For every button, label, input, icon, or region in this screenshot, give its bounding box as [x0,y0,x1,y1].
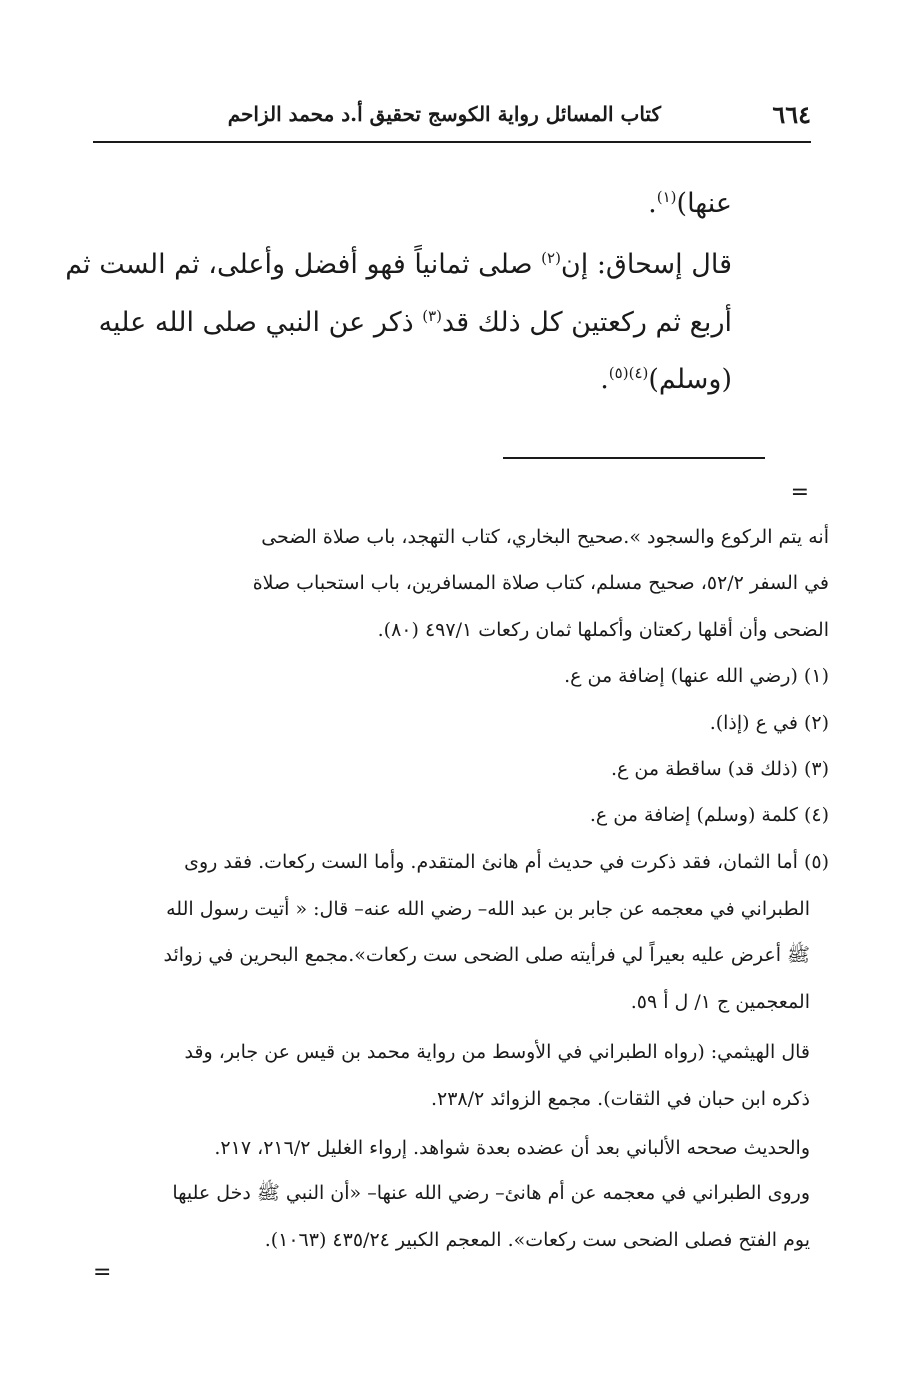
footnote-5-haythami: ذكره ابن حبان في الثقات). مجمع الزوائد ٢٣٨/٢. [430,1088,810,1110]
footnote-ref-4-5: (٤)(٥) [608,364,649,382]
footnote-separator [503,457,765,459]
footnote-1: (١) (رضي الله عنها) إضافة من ع. [564,665,829,687]
running-title: كتاب المسائل رواية الكوسج تحقيق أ.د محمد الزاحم [227,102,661,126]
footnote-ref-3: (٣) [422,307,443,325]
main-line-2: قال إسحاق: إن$^{(٢)}$ صلى ثمانياً فهو أفضل وأعلى، ثم الست ثم [65,249,732,280]
main-line-1: عنها)$^{(١)}$. [648,188,732,219]
footnote-ref-1: (١) [656,188,677,206]
footnote-2: (٢) في ع (إذا). [709,712,829,734]
page-number: ٦٦٤ [772,100,811,129]
footnote-4: (٤) كلمة (وسلم) إضافة من ع. [589,804,829,826]
header-rule [93,141,811,143]
footnote-5-line: الطبراني في معجمه عن جابر بن عبد الله– رضي الله عنه– قال: « أتيت رسول الله [166,898,810,920]
footnote-5-tabarani: يوم الفتح فصلى الضحى ست ركعات». المعجم الكبير ٤٣٥/٢٤ (١٠٦٣). [264,1229,810,1251]
footnote-carry-line: الضحى وأن أقلها ركعتان وأكملها ثمان ركعات ٤٩٧/١ (٨٠). [377,619,829,641]
footnote-5-line: (٥) أما الثمان، فقد ذكرت في حديث أم هانئ المتقدم. وأما الست ركعات. فقد روى [184,851,829,873]
footnote-5-tabarani: وروى الطبراني في معجمه عن أم هانئ– رضي الله عنها– «أن النبي ﷺ دخل عليها [172,1182,810,1204]
footnote-5-line: ﷺ أعرض عليه بعيراً لي فرأيته صلى الضحى ست ركعات».مجمع البحرين في زوائد [163,944,810,966]
main-line-3: أربع ثم ركعتين كل ذلك قد$^{(٣)}$ ذكر عن النبي صلى الله عليه [98,307,732,338]
footnote-5-line: المعجمين ج ١/ ل أ ٥٩. [630,991,810,1013]
page-header [93,100,811,134]
continuation-mark-top: = [790,480,809,505]
main-line-4: (وسلم)$^{(٤)(٥)}$. [600,364,732,395]
footnote-5-albani: والحديث صححه الألباني بعد أن عضده بعدة شواهد. إرواء الغليل ٢١٦/٢، ٢١٧. [214,1137,810,1159]
footnote-carry-line: في السفر ٥٢/٢، صحيح مسلم، كتاب صلاة المسافرين، باب استحباب صلاة [252,572,829,594]
footnote-5-haythami: قال الهيثمي: (رواه الطبراني في الأوسط من رواية محمد بن قيس عن جابر، وقد [184,1041,810,1063]
footnote-3: (٣) (ذلك قد) ساقطة من ع. [611,758,829,780]
footnote-carry-line: أنه يتم الركوع والسجود ».صحيح البخاري، كتاب التهجد، باب صلاة الضحى [261,526,829,548]
footnote-ref-2: (٢) [541,249,561,267]
continuation-mark-bottom: = [93,1260,112,1285]
